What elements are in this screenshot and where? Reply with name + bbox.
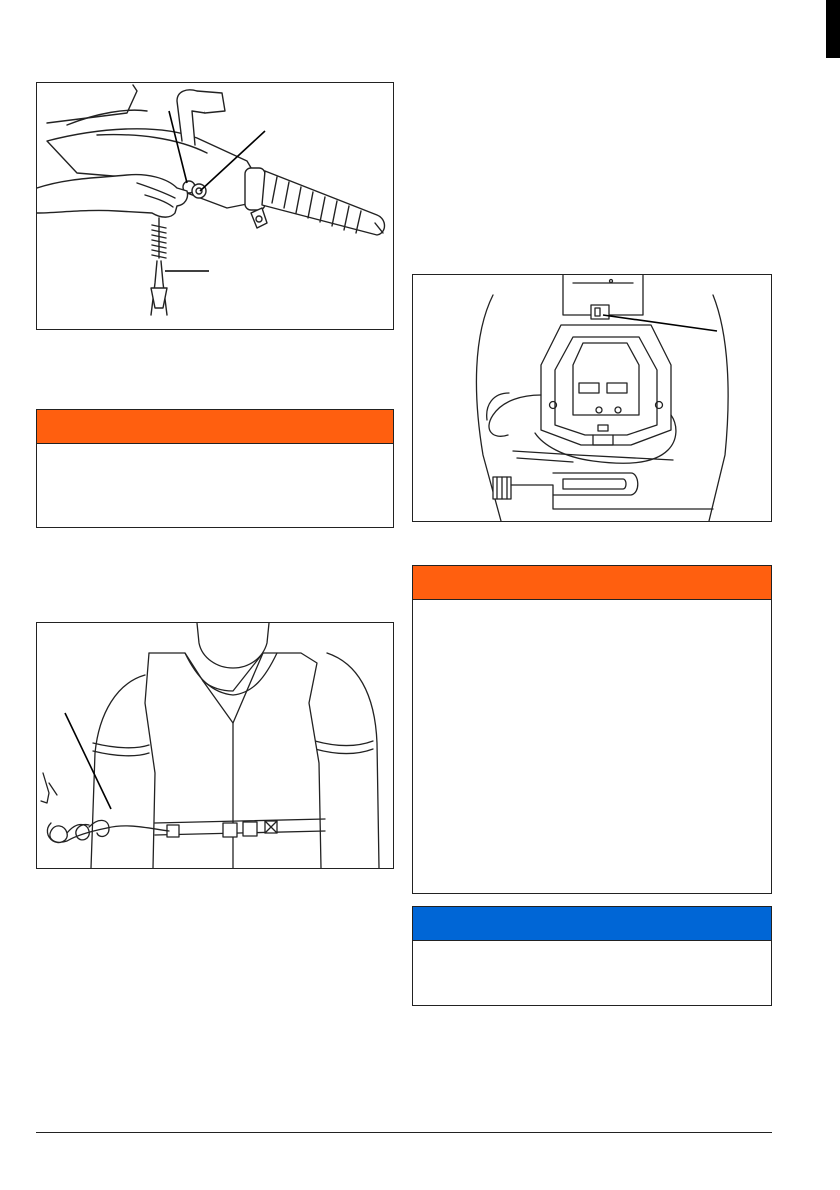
notice-box [412, 906, 772, 1006]
warning-body-2 [413, 600, 771, 893]
warning-header-1 [37, 410, 393, 444]
section-tab [826, 0, 840, 58]
notice-body [413, 941, 771, 1005]
footer-rule [36, 1132, 772, 1133]
bracket-illustration [413, 275, 771, 521]
warning-header-2 [413, 566, 771, 600]
figure-tiller-stop-switch [36, 82, 394, 330]
warning-box-2 [412, 565, 772, 894]
figure-engine-bracket [412, 274, 772, 522]
warning-body-1 [37, 444, 393, 527]
notice-header [413, 907, 771, 941]
vest-illustration [37, 623, 393, 868]
warning-box-1 [36, 409, 394, 528]
callout-line-vest [65, 713, 111, 809]
tiller-illustration [37, 83, 393, 329]
figure-vest-lanyard [36, 622, 394, 869]
